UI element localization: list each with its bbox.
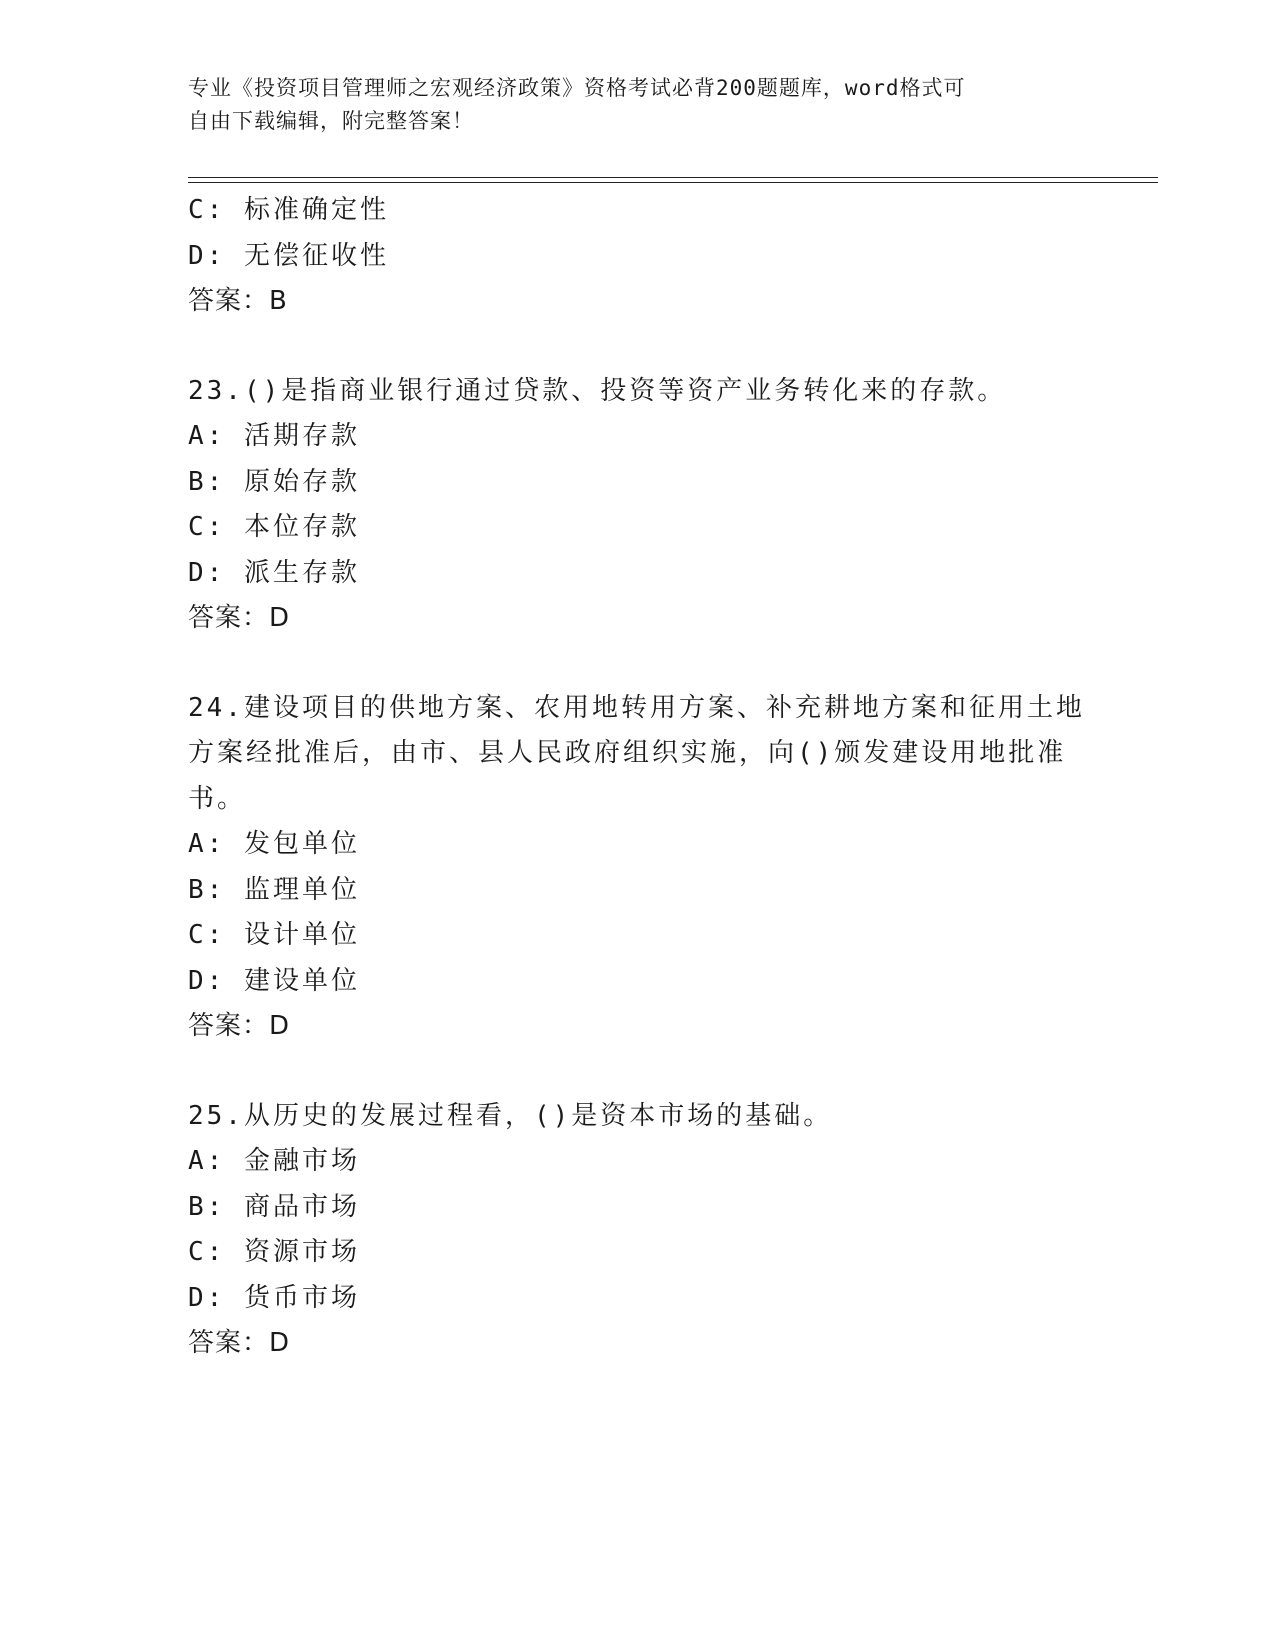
option-c: C: 本位存款 — [188, 512, 360, 542]
question-stem-line-1: 24.建设项目的供地方案、农用地转用方案、补充耕地方案和征用土地 — [188, 692, 1085, 723]
option-c: C: 设计单位 — [188, 920, 360, 950]
option-a: A: 活期存款 — [188, 421, 360, 451]
answer-line: 答案：D — [188, 1011, 291, 1041]
question-24 — [188, 686, 1088, 1050]
header-divider-bottom — [188, 182, 1158, 183]
question-stem-line-2: 方案经批准后，由市、县人民政府组织实施，向()颁发建设用地批准 — [188, 738, 1067, 768]
header-line-2: 自由下载编辑，附完整答案！ — [188, 109, 474, 133]
question-23 — [188, 369, 1088, 642]
header-line-1: 专业《投资项目管理师之宏观经济政策》资格考试必背200题题库，word格式可 — [188, 76, 966, 100]
option-d: D: 派生存款 — [188, 557, 360, 588]
question-25 — [188, 1094, 1088, 1367]
question-stem: 25.从历史的发展过程看，()是资本市场的基础。 — [188, 1100, 833, 1131]
option-c: C: 资源市场 — [188, 1237, 360, 1267]
option-a: A: 发包单位 — [188, 829, 360, 859]
question-stem: 23.()是指商业银行通过贷款、投资等资产业务转化来的存款。 — [188, 375, 1007, 406]
question-stem-line-3: 书。 — [188, 783, 247, 814]
option-b: B: 原始存款 — [188, 466, 360, 497]
option-a: A: 金融市场 — [188, 1146, 360, 1176]
answer-line: 答案：B — [188, 286, 288, 316]
header-divider-top — [188, 177, 1158, 178]
document-header — [188, 72, 1088, 138]
option-d: D: 无偿征收性 — [188, 240, 389, 271]
option-d: D: 建设单位 — [188, 965, 360, 996]
document-body — [188, 188, 1088, 1367]
answer-line: 答案：D — [188, 1328, 291, 1358]
option-d: D: 货币市场 — [188, 1282, 360, 1313]
option-c: C: 标准确定性 — [188, 195, 389, 225]
option-b: B: 商品市场 — [188, 1191, 360, 1222]
previous-question-tail — [188, 188, 1088, 325]
option-b: B: 监理单位 — [188, 874, 360, 905]
answer-line: 答案：D — [188, 603, 291, 633]
